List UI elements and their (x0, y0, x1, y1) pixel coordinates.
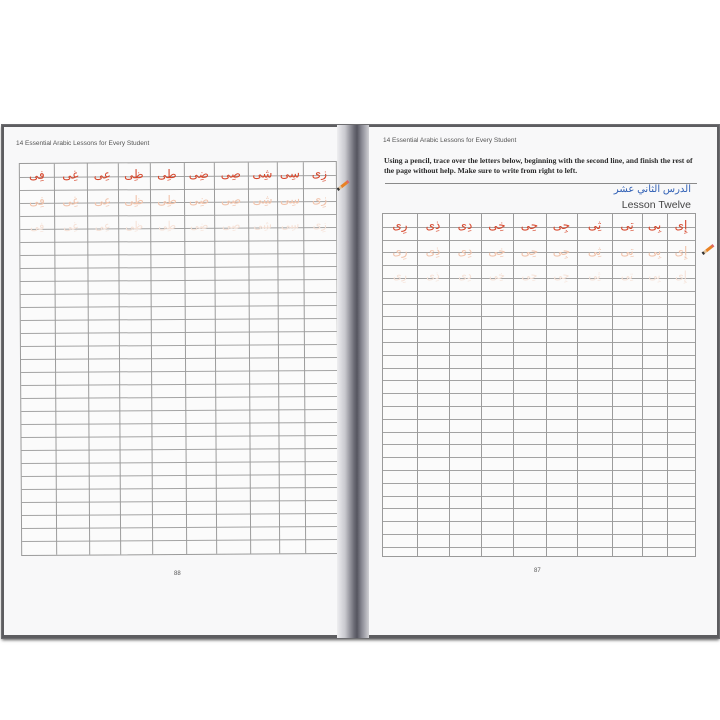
trace-letter: دِى (457, 243, 473, 258)
trace-letter: عِى (93, 193, 112, 208)
model-letter: خِى (488, 218, 506, 232)
running-header: 14 Essential Arabic Lessons for Every Student (16, 140, 150, 147)
grid-row-line (21, 305, 337, 308)
grid-row-line (383, 444, 695, 445)
grid-column-line (577, 214, 578, 556)
trace-letter: سِى (280, 218, 300, 232)
grid-row-line (21, 292, 337, 295)
grid-row-line (383, 291, 695, 292)
grid-column-line (612, 214, 613, 556)
instructions-text: Using a pencil, trace over the letters below, beginning with the second line, and finish the rest of the page without help. Make sure to write from right to left. (384, 156, 693, 175)
grid-row-line (21, 422, 337, 425)
trace-letter: ظِى (125, 219, 144, 233)
grid-column-line (513, 214, 514, 556)
trace-letter: خِى (488, 243, 506, 258)
grid-row-line (383, 304, 695, 305)
trace-letter: حِى (520, 243, 539, 258)
grid-row-line (383, 355, 695, 356)
grid-row-line (383, 393, 695, 394)
trace-letter: صِى (221, 218, 241, 232)
trace-letter: ذِى (426, 269, 440, 283)
writing-grid (382, 213, 696, 557)
grid-row-line (22, 539, 338, 542)
model-letter: إِى (674, 218, 688, 232)
grid-column-line (481, 214, 482, 556)
grid-row-line (22, 526, 338, 529)
left-page (2, 125, 347, 638)
lesson-title-english: Lesson Twelve (621, 199, 691, 211)
model-letter: صِى (220, 166, 242, 181)
model-letter: شِى (252, 166, 273, 181)
model-letter: ذِى (425, 218, 441, 232)
trace-letter: حِى (521, 269, 538, 283)
trace-letter: غِى (62, 193, 79, 208)
grid-column-line (546, 214, 547, 556)
grid-row-line (20, 214, 336, 217)
grid-row-line (22, 461, 338, 464)
trace-letter: ضِى (189, 218, 209, 232)
grid-row-line (20, 240, 336, 243)
running-header: 14 Essential Arabic Lessons for Every Student (383, 137, 517, 144)
lesson-title-arabic: الدرس الثاني عشر (613, 184, 691, 195)
model-letter: جِى (552, 218, 571, 232)
model-letter: ظِى (124, 167, 144, 182)
page-number: 88 (174, 571, 181, 577)
grid-row-line (21, 331, 337, 334)
trace-letter: شِى (253, 218, 272, 232)
grid-row-line (383, 265, 695, 266)
trace-letter: جِى (553, 269, 570, 283)
grid-row-line (22, 500, 338, 503)
grid-row-line (383, 406, 695, 407)
trace-letter: رِى (393, 269, 407, 283)
grid-row-line (22, 448, 338, 451)
grid-row-line (22, 487, 338, 490)
trace-letter: خِى (489, 269, 505, 283)
trace-letter: ظِى (124, 193, 144, 208)
grid-row-line (383, 496, 695, 497)
grid-row-line (21, 279, 337, 282)
trace-letter: ثِى (588, 269, 601, 283)
trace-letter: جِى (552, 243, 571, 258)
grid-row-line (20, 266, 336, 269)
grid-row-line (383, 329, 695, 330)
writing-grid (19, 161, 339, 556)
trace-letter: تِى (620, 269, 634, 283)
grid-row-line (20, 253, 336, 256)
trace-letter: عِى (94, 219, 111, 233)
trace-letter: بِى (648, 269, 661, 283)
grid-row-line (383, 470, 695, 471)
grid-row-line (383, 534, 695, 535)
model-letter: بِى (647, 218, 662, 232)
trace-letter: ضِى (188, 192, 210, 207)
grid-column-line (667, 214, 668, 556)
grid-row-line (21, 357, 337, 360)
model-letter: رِى (392, 218, 408, 232)
grid-column-line (642, 214, 643, 556)
grid-row-line (383, 368, 695, 369)
model-letter: زِى (311, 166, 328, 181)
grid-row-line (21, 370, 337, 373)
trace-letter: دِى (458, 269, 472, 283)
trace-letter: زِى (312, 218, 327, 232)
trace-letter: فِى (29, 219, 45, 233)
model-letter: سِى (279, 166, 300, 181)
grid-row-line (383, 432, 695, 433)
grid-row-line (383, 342, 695, 343)
grid-row-line (383, 508, 695, 509)
grid-column-line (449, 214, 450, 556)
grid-column-line (417, 214, 418, 556)
model-letter: ثِى (587, 218, 602, 232)
trace-letter: غِى (63, 219, 79, 233)
grid-row-line (383, 380, 695, 381)
trace-letter: تِى (620, 243, 634, 258)
model-letter: دِى (457, 218, 473, 232)
model-letter: حِى (520, 218, 539, 232)
model-letter: فِى (28, 167, 45, 182)
model-letter: عِى (93, 167, 111, 182)
grid-row-line (22, 474, 338, 477)
grid-row-line (383, 240, 695, 241)
trace-letter: سِى (279, 192, 301, 207)
grid-row-line (21, 383, 337, 386)
page-number: 87 (534, 568, 541, 574)
grid-row-line (383, 457, 695, 458)
trace-letter: زِى (311, 192, 328, 207)
model-letter: ضِى (188, 166, 210, 181)
grid-row-line (21, 344, 337, 347)
trace-letter: شِى (252, 192, 273, 207)
model-letter: غِى (62, 167, 79, 182)
trace-letter: طِى (158, 219, 177, 233)
grid-row-line (383, 419, 695, 420)
grid-row-line (21, 396, 337, 399)
trace-letter: رِى (392, 243, 408, 258)
trace-letter: صِى (220, 192, 242, 207)
grid-row-line (383, 547, 695, 548)
grid-row-line (383, 483, 695, 484)
model-letter: تِى (620, 218, 634, 232)
grid-row-line (20, 188, 336, 191)
trace-letter: طِى (157, 193, 177, 208)
trace-letter: إِى (675, 269, 687, 283)
trace-letter: ثِى (587, 243, 602, 258)
grid-row-line (383, 316, 695, 317)
grid-row-line (21, 409, 337, 412)
grid-row-line (21, 435, 337, 438)
trace-letter: بِى (647, 243, 662, 258)
trace-letter: إِى (674, 243, 688, 258)
grid-row-line (22, 513, 338, 516)
model-letter: طِى (157, 167, 177, 182)
trace-letter: فِى (29, 193, 45, 208)
trace-letter: ذِى (425, 243, 441, 258)
grid-row-line (21, 318, 337, 321)
grid-row-line (383, 521, 695, 522)
